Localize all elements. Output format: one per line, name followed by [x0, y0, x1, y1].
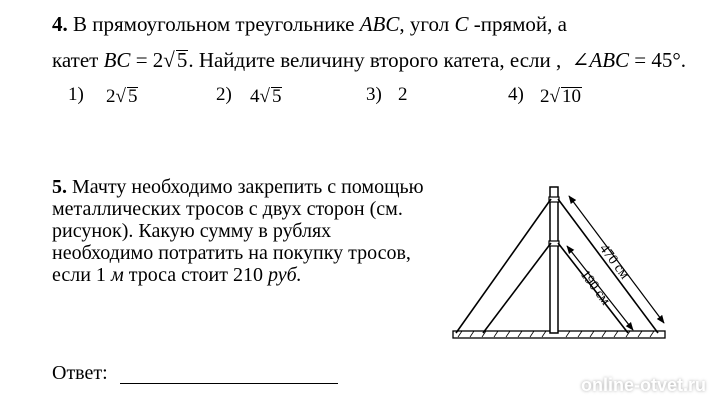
label-470: 470 см	[595, 241, 632, 283]
task5-line-4: необходимо потратить на покупку тросов,	[52, 242, 411, 264]
task5-line-1: 5. Мачту необходимо закрепить с помощью	[52, 176, 424, 198]
answer-label: Ответ:	[52, 362, 108, 384]
task4-option-1: 1) 2√ 5	[68, 84, 138, 107]
task4-line2: катет BC = 2√5. Найдите величину второго катета, если , ∠ABC = 45°.	[52, 48, 687, 72]
task4-option-4: 4) 2√ 10	[508, 84, 581, 107]
task5-line-5: если 1 м троса стоит 210 руб.	[52, 264, 302, 286]
mast	[549, 187, 559, 333]
task4-line1: 4. В прямоугольном треугольнике ABC, угол C -прямой, а	[52, 12, 567, 36]
task5-number: 5.	[52, 176, 67, 198]
watermark: online-otvet.ru	[581, 375, 706, 395]
task4-option-3: 3) 2	[366, 84, 408, 105]
task5-line-3: рисунок). Какую сумму в рублях	[52, 220, 332, 242]
ground	[453, 331, 665, 338]
task4-number: 4.	[52, 12, 68, 36]
label-190: 190 см	[576, 267, 613, 309]
left-cable-upper	[456, 199, 551, 333]
task5-line-2: металлических тросов с двух сторон (см.	[52, 198, 403, 220]
left-cable-lower	[483, 243, 551, 333]
task4-option-2: 2) 4√ 5	[216, 84, 282, 107]
